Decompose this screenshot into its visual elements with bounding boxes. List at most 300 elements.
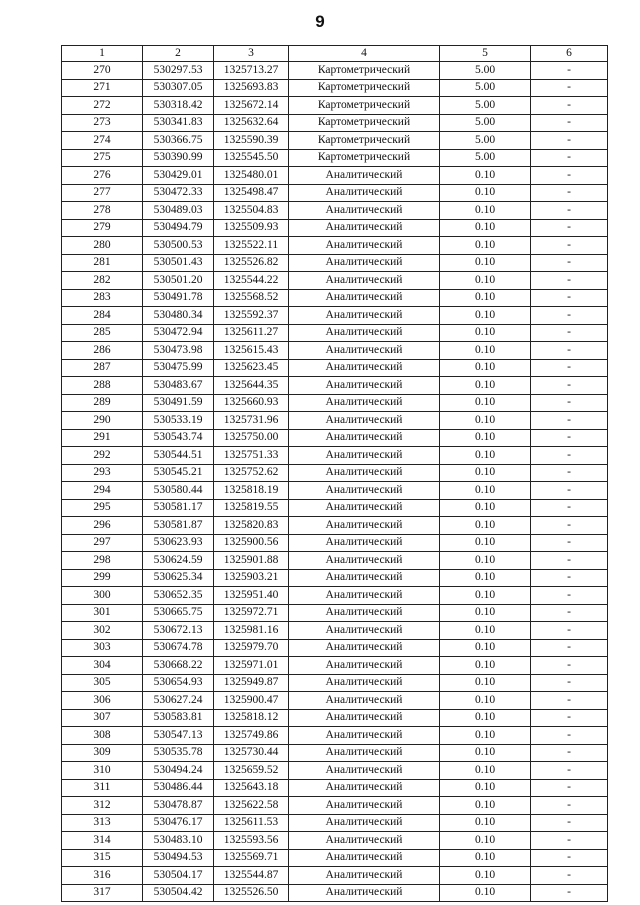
accuracy-cell: 0.10 <box>440 587 531 605</box>
method-cell: Аналитический <box>289 219 440 237</box>
x-coordinate-cell: 530627.24 <box>143 692 214 710</box>
accuracy-cell: 5.00 <box>440 149 531 167</box>
y-coordinate-cell: 1325750.00 <box>214 429 289 447</box>
accuracy-cell: 0.10 <box>440 272 531 290</box>
x-coordinate-cell: 530581.17 <box>143 499 214 517</box>
method-cell: Аналитический <box>289 727 440 745</box>
table-row <box>62 639 608 657</box>
note-cell: - <box>531 254 608 272</box>
column-header: 1 <box>62 46 143 62</box>
table-row <box>62 657 608 675</box>
note-cell: - <box>531 867 608 885</box>
y-coordinate-cell: 1325730.44 <box>214 744 289 762</box>
note-cell: - <box>531 622 608 640</box>
table-row <box>62 149 608 167</box>
accuracy-cell: 0.10 <box>440 604 531 622</box>
x-coordinate-cell: 530504.42 <box>143 884 214 902</box>
y-coordinate-cell: 1325693.83 <box>214 79 289 97</box>
table-row <box>62 132 608 150</box>
point-number-cell: 279 <box>62 219 143 237</box>
note-cell: - <box>531 727 608 745</box>
y-coordinate-cell: 1325568.52 <box>214 289 289 307</box>
x-coordinate-cell: 530491.59 <box>143 394 214 412</box>
y-coordinate-cell: 1325659.52 <box>214 762 289 780</box>
y-coordinate-cell: 1325590.39 <box>214 132 289 150</box>
x-coordinate-cell: 530665.75 <box>143 604 214 622</box>
note-cell: - <box>531 429 608 447</box>
x-coordinate-cell: 530480.34 <box>143 307 214 325</box>
table-row <box>62 307 608 325</box>
y-coordinate-cell: 1325522.11 <box>214 237 289 255</box>
y-coordinate-cell: 1325615.43 <box>214 342 289 360</box>
point-number-cell: 273 <box>62 114 143 132</box>
table-row <box>62 254 608 272</box>
method-cell: Аналитический <box>289 587 440 605</box>
accuracy-cell: 0.10 <box>440 167 531 185</box>
x-coordinate-cell: 530504.17 <box>143 867 214 885</box>
x-coordinate-cell: 530543.74 <box>143 429 214 447</box>
point-number-cell: 295 <box>62 499 143 517</box>
table-row <box>62 447 608 465</box>
accuracy-cell: 0.10 <box>440 482 531 500</box>
accuracy-cell: 5.00 <box>440 114 531 132</box>
accuracy-cell: 0.10 <box>440 202 531 220</box>
table-row <box>62 377 608 395</box>
note-cell: - <box>531 324 608 342</box>
x-coordinate-cell: 530483.67 <box>143 377 214 395</box>
accuracy-cell: 0.10 <box>440 569 531 587</box>
note-cell: - <box>531 307 608 325</box>
table-row <box>62 219 608 237</box>
accuracy-cell: 0.10 <box>440 342 531 360</box>
table-row <box>62 482 608 500</box>
y-coordinate-cell: 1325949.87 <box>214 674 289 692</box>
point-number-cell: 278 <box>62 202 143 220</box>
y-coordinate-cell: 1325622.58 <box>214 797 289 815</box>
point-number-cell: 310 <box>62 762 143 780</box>
method-cell: Аналитический <box>289 622 440 640</box>
method-cell: Аналитический <box>289 534 440 552</box>
x-coordinate-cell: 530545.21 <box>143 464 214 482</box>
point-number-cell: 284 <box>62 307 143 325</box>
method-cell: Аналитический <box>289 639 440 657</box>
y-coordinate-cell: 1325972.71 <box>214 604 289 622</box>
x-coordinate-cell: 530429.01 <box>143 167 214 185</box>
table-row <box>62 727 608 745</box>
note-cell: - <box>531 499 608 517</box>
x-coordinate-cell: 530472.94 <box>143 324 214 342</box>
method-cell: Аналитический <box>289 202 440 220</box>
note-cell: - <box>531 447 608 465</box>
column-header: 5 <box>440 46 531 62</box>
note-cell: - <box>531 394 608 412</box>
note-cell: - <box>531 779 608 797</box>
point-number-cell: 286 <box>62 342 143 360</box>
table-row <box>62 744 608 762</box>
y-coordinate-cell: 1325498.47 <box>214 184 289 202</box>
x-coordinate-cell: 530668.22 <box>143 657 214 675</box>
y-coordinate-cell: 1325979.70 <box>214 639 289 657</box>
table-row <box>62 832 608 850</box>
point-number-cell: 287 <box>62 359 143 377</box>
y-coordinate-cell: 1325901.88 <box>214 552 289 570</box>
method-cell: Картометрический <box>289 97 440 115</box>
x-coordinate-cell: 530672.13 <box>143 622 214 640</box>
table-row <box>62 534 608 552</box>
accuracy-cell: 0.10 <box>440 219 531 237</box>
method-cell: Аналитический <box>289 272 440 290</box>
method-cell: Аналитический <box>289 394 440 412</box>
accuracy-cell: 0.10 <box>440 692 531 710</box>
method-cell: Аналитический <box>289 657 440 675</box>
note-cell: - <box>531 272 608 290</box>
y-coordinate-cell: 1325611.27 <box>214 324 289 342</box>
note-cell: - <box>531 534 608 552</box>
note-cell: - <box>531 149 608 167</box>
point-number-cell: 280 <box>62 237 143 255</box>
point-number-cell: 291 <box>62 429 143 447</box>
table-row <box>62 272 608 290</box>
point-number-cell: 315 <box>62 849 143 867</box>
accuracy-cell: 0.10 <box>440 639 531 657</box>
point-number-cell: 312 <box>62 797 143 815</box>
x-coordinate-cell: 530341.83 <box>143 114 214 132</box>
point-number-cell: 297 <box>62 534 143 552</box>
accuracy-cell: 0.10 <box>440 744 531 762</box>
x-coordinate-cell: 530501.20 <box>143 272 214 290</box>
table-row <box>62 814 608 832</box>
y-coordinate-cell: 1325971.01 <box>214 657 289 675</box>
y-coordinate-cell: 1325504.83 <box>214 202 289 220</box>
y-coordinate-cell: 1325611.53 <box>214 814 289 832</box>
y-coordinate-cell: 1325480.01 <box>214 167 289 185</box>
x-coordinate-cell: 530625.34 <box>143 569 214 587</box>
point-number-cell: 290 <box>62 412 143 430</box>
accuracy-cell: 0.10 <box>440 762 531 780</box>
table-row <box>62 517 608 535</box>
table-row <box>62 412 608 430</box>
note-cell: - <box>531 359 608 377</box>
method-cell: Аналитический <box>289 184 440 202</box>
note-cell: - <box>531 289 608 307</box>
x-coordinate-cell: 530307.05 <box>143 79 214 97</box>
y-coordinate-cell: 1325951.40 <box>214 587 289 605</box>
table-body <box>62 62 608 902</box>
note-cell: - <box>531 692 608 710</box>
accuracy-cell: 0.10 <box>440 464 531 482</box>
x-coordinate-cell: 530583.81 <box>143 709 214 727</box>
accuracy-cell: 0.10 <box>440 237 531 255</box>
method-cell: Аналитический <box>289 517 440 535</box>
accuracy-cell: 0.10 <box>440 447 531 465</box>
point-number-cell: 271 <box>62 79 143 97</box>
coordinates-table <box>61 45 608 902</box>
method-cell: Аналитический <box>289 884 440 902</box>
x-coordinate-cell: 530494.79 <box>143 219 214 237</box>
method-cell: Аналитический <box>289 709 440 727</box>
method-cell: Аналитический <box>289 779 440 797</box>
x-coordinate-cell: 530654.93 <box>143 674 214 692</box>
x-coordinate-cell: 530473.98 <box>143 342 214 360</box>
method-cell: Аналитический <box>289 762 440 780</box>
method-cell: Аналитический <box>289 797 440 815</box>
x-coordinate-cell: 530580.44 <box>143 482 214 500</box>
accuracy-cell: 0.10 <box>440 412 531 430</box>
note-cell: - <box>531 62 608 80</box>
x-coordinate-cell: 530581.87 <box>143 517 214 535</box>
x-coordinate-cell: 530500.53 <box>143 237 214 255</box>
point-number-cell: 294 <box>62 482 143 500</box>
table-row <box>62 552 608 570</box>
table-row <box>62 762 608 780</box>
y-coordinate-cell: 1325752.62 <box>214 464 289 482</box>
accuracy-cell: 0.10 <box>440 709 531 727</box>
table-row <box>62 849 608 867</box>
y-coordinate-cell: 1325526.50 <box>214 884 289 902</box>
accuracy-cell: 5.00 <box>440 62 531 80</box>
x-coordinate-cell: 530478.87 <box>143 797 214 815</box>
note-cell: - <box>531 184 608 202</box>
y-coordinate-cell: 1325544.87 <box>214 867 289 885</box>
table-row <box>62 709 608 727</box>
note-cell: - <box>531 639 608 657</box>
accuracy-cell: 0.10 <box>440 797 531 815</box>
table-row <box>62 464 608 482</box>
x-coordinate-cell: 530535.78 <box>143 744 214 762</box>
point-number-cell: 316 <box>62 867 143 885</box>
method-cell: Аналитический <box>289 464 440 482</box>
note-cell: - <box>531 79 608 97</box>
y-coordinate-cell: 1325526.82 <box>214 254 289 272</box>
table-row <box>62 79 608 97</box>
note-cell: - <box>531 604 608 622</box>
y-coordinate-cell: 1325981.16 <box>214 622 289 640</box>
accuracy-cell: 0.10 <box>440 622 531 640</box>
method-cell: Аналитический <box>289 359 440 377</box>
method-cell: Картометрический <box>289 79 440 97</box>
note-cell: - <box>531 849 608 867</box>
point-number-cell: 299 <box>62 569 143 587</box>
accuracy-cell: 0.10 <box>440 184 531 202</box>
table-row <box>62 289 608 307</box>
accuracy-cell: 0.10 <box>440 552 531 570</box>
table-row <box>62 114 608 132</box>
accuracy-cell: 0.10 <box>440 779 531 797</box>
y-coordinate-cell: 1325713.27 <box>214 62 289 80</box>
x-coordinate-cell: 530494.24 <box>143 762 214 780</box>
point-number-cell: 272 <box>62 97 143 115</box>
method-cell: Аналитический <box>289 167 440 185</box>
point-number-cell: 282 <box>62 272 143 290</box>
table-header-row <box>62 46 608 62</box>
x-coordinate-cell: 530674.78 <box>143 639 214 657</box>
table-row <box>62 569 608 587</box>
accuracy-cell: 0.10 <box>440 377 531 395</box>
accuracy-cell: 0.10 <box>440 359 531 377</box>
x-coordinate-cell: 530486.44 <box>143 779 214 797</box>
table-row <box>62 62 608 80</box>
method-cell: Картометрический <box>289 132 440 150</box>
y-coordinate-cell: 1325749.86 <box>214 727 289 745</box>
table-row <box>62 202 608 220</box>
note-cell: - <box>531 587 608 605</box>
method-cell: Аналитический <box>289 412 440 430</box>
y-coordinate-cell: 1325900.56 <box>214 534 289 552</box>
accuracy-cell: 0.10 <box>440 517 531 535</box>
method-cell: Аналитический <box>289 674 440 692</box>
accuracy-cell: 0.10 <box>440 832 531 850</box>
method-cell: Аналитический <box>289 307 440 325</box>
point-number-cell: 314 <box>62 832 143 850</box>
point-number-cell: 296 <box>62 517 143 535</box>
table-row <box>62 429 608 447</box>
note-cell: - <box>531 657 608 675</box>
accuracy-cell: 0.10 <box>440 324 531 342</box>
point-number-cell: 275 <box>62 149 143 167</box>
point-number-cell: 309 <box>62 744 143 762</box>
method-cell: Аналитический <box>289 237 440 255</box>
method-cell: Аналитический <box>289 867 440 885</box>
point-number-cell: 289 <box>62 394 143 412</box>
method-cell: Аналитический <box>289 552 440 570</box>
x-coordinate-cell: 530475.99 <box>143 359 214 377</box>
point-number-cell: 285 <box>62 324 143 342</box>
x-coordinate-cell: 530297.53 <box>143 62 214 80</box>
method-cell: Аналитический <box>289 849 440 867</box>
y-coordinate-cell: 1325672.14 <box>214 97 289 115</box>
accuracy-cell: 0.10 <box>440 674 531 692</box>
note-cell: - <box>531 744 608 762</box>
x-coordinate-cell: 530491.78 <box>143 289 214 307</box>
table-row <box>62 587 608 605</box>
column-header: 6 <box>531 46 608 62</box>
accuracy-cell: 5.00 <box>440 132 531 150</box>
note-cell: - <box>531 674 608 692</box>
y-coordinate-cell: 1325632.64 <box>214 114 289 132</box>
table-row <box>62 167 608 185</box>
y-coordinate-cell: 1325819.55 <box>214 499 289 517</box>
x-coordinate-cell: 530318.42 <box>143 97 214 115</box>
accuracy-cell: 0.10 <box>440 307 531 325</box>
accuracy-cell: 0.10 <box>440 289 531 307</box>
accuracy-cell: 0.10 <box>440 867 531 885</box>
accuracy-cell: 0.10 <box>440 727 531 745</box>
method-cell: Аналитический <box>289 447 440 465</box>
accuracy-cell: 0.10 <box>440 849 531 867</box>
column-header: 2 <box>143 46 214 62</box>
x-coordinate-cell: 530547.13 <box>143 727 214 745</box>
y-coordinate-cell: 1325660.93 <box>214 394 289 412</box>
note-cell: - <box>531 377 608 395</box>
x-coordinate-cell: 530483.10 <box>143 832 214 850</box>
method-cell: Аналитический <box>289 482 440 500</box>
note-cell: - <box>531 517 608 535</box>
note-cell: - <box>531 219 608 237</box>
note-cell: - <box>531 884 608 902</box>
method-cell: Аналитический <box>289 429 440 447</box>
note-cell: - <box>531 762 608 780</box>
note-cell: - <box>531 132 608 150</box>
method-cell: Аналитический <box>289 692 440 710</box>
method-cell: Аналитический <box>289 744 440 762</box>
column-header: 3 <box>214 46 289 62</box>
point-number-cell: 306 <box>62 692 143 710</box>
table-row <box>62 324 608 342</box>
y-coordinate-cell: 1325544.22 <box>214 272 289 290</box>
x-coordinate-cell: 530366.75 <box>143 132 214 150</box>
note-cell: - <box>531 114 608 132</box>
note-cell: - <box>531 832 608 850</box>
table-row <box>62 359 608 377</box>
accuracy-cell: 0.10 <box>440 429 531 447</box>
accuracy-cell: 0.10 <box>440 884 531 902</box>
method-cell: Аналитический <box>289 499 440 517</box>
point-number-cell: 281 <box>62 254 143 272</box>
note-cell: - <box>531 482 608 500</box>
point-number-cell: 303 <box>62 639 143 657</box>
x-coordinate-cell: 530544.51 <box>143 447 214 465</box>
note-cell: - <box>531 709 608 727</box>
y-coordinate-cell: 1325644.35 <box>214 377 289 395</box>
method-cell: Аналитический <box>289 377 440 395</box>
note-cell: - <box>531 814 608 832</box>
accuracy-cell: 0.10 <box>440 499 531 517</box>
point-number-cell: 283 <box>62 289 143 307</box>
method-cell: Аналитический <box>289 814 440 832</box>
table-row <box>62 184 608 202</box>
y-coordinate-cell: 1325643.18 <box>214 779 289 797</box>
table-row <box>62 499 608 517</box>
table-row <box>62 867 608 885</box>
accuracy-cell: 0.10 <box>440 254 531 272</box>
note-cell: - <box>531 97 608 115</box>
note-cell: - <box>531 412 608 430</box>
table-row <box>62 797 608 815</box>
point-number-cell: 304 <box>62 657 143 675</box>
y-coordinate-cell: 1325751.33 <box>214 447 289 465</box>
point-number-cell: 302 <box>62 622 143 640</box>
note-cell: - <box>531 569 608 587</box>
y-coordinate-cell: 1325818.19 <box>214 482 289 500</box>
table-row <box>62 394 608 412</box>
method-cell: Аналитический <box>289 324 440 342</box>
note-cell: - <box>531 342 608 360</box>
x-coordinate-cell: 530489.03 <box>143 202 214 220</box>
y-coordinate-cell: 1325593.56 <box>214 832 289 850</box>
point-number-cell: 270 <box>62 62 143 80</box>
y-coordinate-cell: 1325820.83 <box>214 517 289 535</box>
table-row <box>62 97 608 115</box>
y-coordinate-cell: 1325903.21 <box>214 569 289 587</box>
point-number-cell: 307 <box>62 709 143 727</box>
accuracy-cell: 0.10 <box>440 657 531 675</box>
point-number-cell: 300 <box>62 587 143 605</box>
method-cell: Картометрический <box>289 114 440 132</box>
accuracy-cell: 0.10 <box>440 534 531 552</box>
table-row <box>62 342 608 360</box>
point-number-cell: 311 <box>62 779 143 797</box>
note-cell: - <box>531 797 608 815</box>
y-coordinate-cell: 1325592.37 <box>214 307 289 325</box>
table-row <box>62 604 608 622</box>
method-cell: Картометрический <box>289 62 440 80</box>
y-coordinate-cell: 1325509.93 <box>214 219 289 237</box>
point-number-cell: 288 <box>62 377 143 395</box>
point-number-cell: 305 <box>62 674 143 692</box>
note-cell: - <box>531 552 608 570</box>
y-coordinate-cell: 1325569.71 <box>214 849 289 867</box>
accuracy-cell: 0.10 <box>440 814 531 832</box>
